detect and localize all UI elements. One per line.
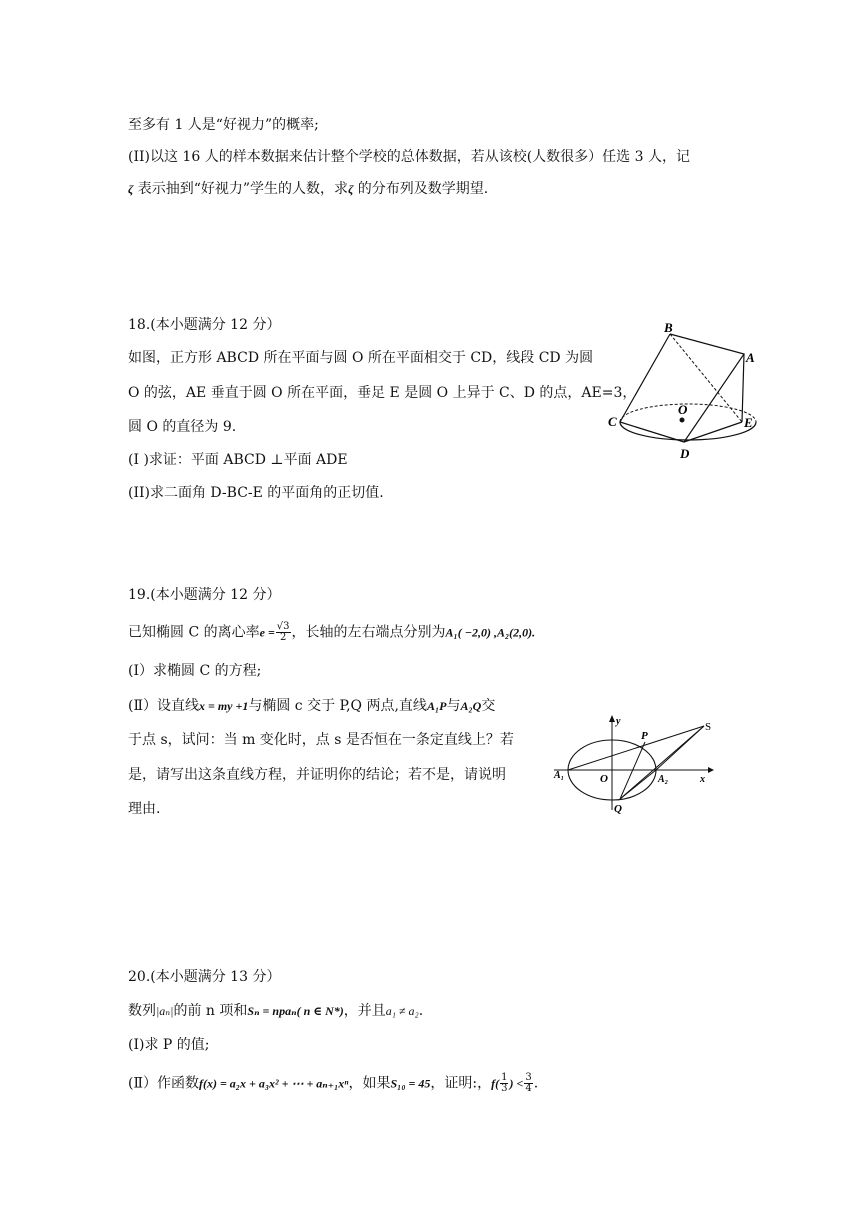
- func-formula: f(x) = a₂x + a₃x² + ⋯ + aₙ₊₁xⁿ: [198, 1076, 349, 1091]
- p20-heading: 20.(本小题满分 13 分）: [128, 969, 281, 985]
- label-A1: A₁: [554, 770, 565, 781]
- p17-line3: [128, 180, 488, 198]
- p20-l1-a: 数列: [128, 1003, 156, 1019]
- p18-part1: (I )求证：平面 ABCD ⊥平面 ADE: [128, 452, 348, 468]
- three-quarters: [524, 1073, 532, 1094]
- a1p: A₁P: [426, 699, 447, 713]
- ellipse-figure: [552, 712, 722, 814]
- zeta-symbol: ζ: [128, 182, 134, 196]
- three-quarters-num: 3: [525, 1072, 532, 1083]
- one-third: [500, 1073, 508, 1094]
- p19-line3: 是，请写出这条直线方程，并证明你的结论；若不是，请说明: [128, 767, 506, 783]
- p19-intro: [128, 622, 535, 643]
- p19-part2-c: 与: [446, 698, 461, 714]
- line-eq: x = my +1: [198, 699, 249, 713]
- p20-part2-a: (Ⅱ）作函数: [128, 1075, 199, 1092]
- ecc-lhs: e =: [259, 625, 275, 640]
- label-A2: A₂: [658, 774, 669, 785]
- a1-neq-a2: a₁ ≠ a₂: [385, 1004, 419, 1018]
- ecc-num: √3: [276, 621, 290, 632]
- p18-heading: 18.(本小题满分 12 分）: [128, 317, 281, 333]
- a2q: A₂Q: [460, 699, 482, 713]
- p18-body3: 圆 O 的直径为 9.: [128, 419, 237, 435]
- label-D: D: [680, 446, 690, 461]
- p20-part1: (I)求 P 的值;: [128, 1037, 210, 1053]
- p19-heading: 19.(本小题满分 12 分）: [128, 587, 281, 603]
- p19-intro-a: 已知椭圆 C 的离心率: [128, 624, 260, 641]
- ecc-den: 2: [279, 632, 287, 643]
- label-A: A: [746, 350, 755, 365]
- f-lhs: f(: [491, 1076, 500, 1091]
- label-O: O: [678, 402, 688, 417]
- p17-line1: 至多有 1 人是“好视力”的概率;: [128, 117, 319, 133]
- p18-body2: O 的弦，AE 垂直于圆 O 所在平面，垂足 E 是圆 O 上异于 C、D 的点，AE=3，: [128, 385, 637, 401]
- p19-part2: [128, 697, 495, 715]
- p20-end: .: [533, 1075, 539, 1092]
- p20-l1-d: .: [418, 1003, 424, 1019]
- seq-an: |aₙ|: [156, 1004, 174, 1018]
- p20-line1: [128, 1002, 423, 1020]
- p19-line4: 理由.: [128, 801, 161, 817]
- label-O: O: [600, 773, 608, 785]
- ecc-fraction: [276, 622, 291, 643]
- zeta-symbol: ζ: [348, 182, 354, 196]
- p19-intro-b: ，长轴的左右端点分别为: [291, 624, 446, 641]
- s10-value: S₁₀ = 45: [390, 1076, 431, 1091]
- p19-part2-d: 交: [481, 698, 496, 714]
- label-B: B: [664, 320, 673, 335]
- label-x: x: [700, 774, 705, 785]
- label-E: E: [744, 415, 753, 430]
- label-C: C: [608, 414, 617, 429]
- label-P: P: [641, 730, 648, 742]
- cylinder-square-figure: [604, 316, 764, 466]
- p19-line2: 于点 s，试问：当 m 变化时，点 s 是否恒在一条定直线上？若: [128, 732, 514, 748]
- label-y: y: [616, 716, 621, 727]
- endpoints: A₁( −2,0) ,A₂(2,0).: [445, 625, 536, 640]
- p17-line3-end: 的分布列及数学期望.: [353, 181, 489, 197]
- p20-l1-b: 的前 n 项和: [173, 1003, 248, 1019]
- sn-formula: Sₙ = npaₙ( n ∈ N*): [247, 1004, 344, 1018]
- f-mid: ) <: [509, 1076, 524, 1091]
- three-quarters-den: 4: [525, 1083, 532, 1094]
- p19-part2-a: (Ⅱ）设直线: [128, 698, 199, 714]
- p17-line2: (II)以这 16 人的样本数据来估计整个学校的总体数据，若从该校(人数很多）任选 3 人，记: [128, 149, 690, 165]
- p20-part2-b: ，如果: [348, 1075, 391, 1092]
- p18-body1: 如图，正方形 ABCD 所在平面与圆 O 所在平面相交于 CD，线段 CD 为圆: [128, 350, 594, 366]
- one-third-den: 3: [501, 1083, 508, 1094]
- one-third-num: 1: [501, 1072, 508, 1083]
- p19-part2-b: 与椭圆 c 交于 P,Q 两点,直线: [248, 698, 427, 714]
- label-Q: Q: [614, 803, 622, 814]
- p19-part1: (Ⅰ）求椭圆 C 的方程;: [128, 663, 262, 679]
- p17-line3-text: 表示抽到“好视力”学生的人数，求: [133, 181, 349, 197]
- p18-part2: (II)求二面角 D-BC-E 的平面角的正切值.: [128, 485, 384, 501]
- p20-part2-c: ，证明:，: [430, 1075, 492, 1092]
- p20-part2: [128, 1073, 538, 1094]
- label-S: S: [705, 721, 712, 733]
- p20-l1-c: ，并且: [343, 1003, 386, 1019]
